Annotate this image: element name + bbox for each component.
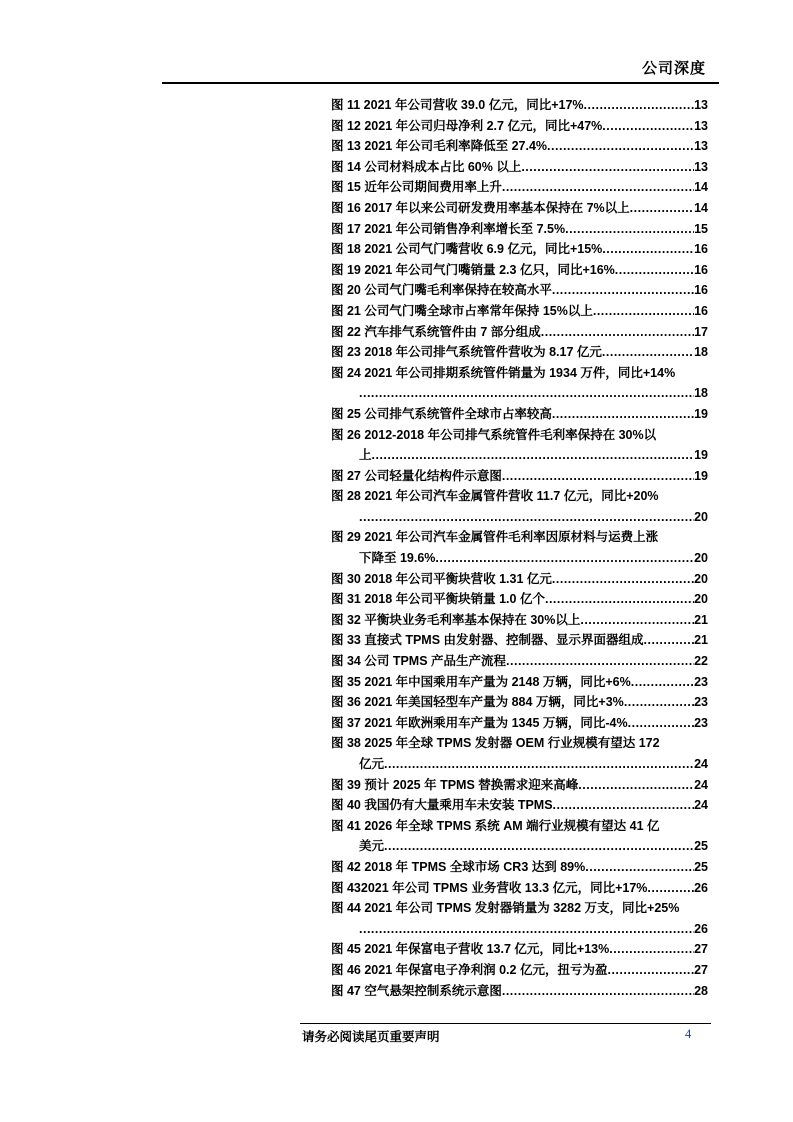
toc-page-number: 27	[694, 962, 708, 977]
dot-leader	[644, 630, 695, 651]
toc-entry-title: 图 26 2012-2018 年公司排气系统管件毛利率保持在 30%以	[331, 427, 657, 442]
toc-entry-title: 图 17 2021 年公司销售净利率增长至 7.5%	[331, 221, 566, 236]
toc-page-number: 16	[694, 242, 708, 257]
toc-entry-title: 图 29 2021 年公司汽车金属管件毛利率因原材料与运费上涨	[331, 530, 659, 545]
toc-page-number: 21	[694, 612, 708, 627]
toc-entry[interactable]	[331, 651, 708, 672]
dot-leader	[372, 445, 695, 466]
toc-entry-title: 图 15 近年公司期间费用率上升	[331, 180, 502, 195]
toc-entry-title: 图 14 公司材料成本占比 60% 以上	[331, 159, 522, 174]
dot-leader	[607, 960, 694, 981]
toc-page-number: 21	[694, 633, 708, 648]
toc-page-number: 18	[694, 345, 708, 360]
toc-entry-title: 图 32 平衡块业务毛利率基本保持在 30%以上	[331, 612, 581, 627]
toc-page-number: 16	[694, 262, 708, 277]
dot-leader	[624, 692, 694, 713]
toc-entry[interactable]	[331, 342, 708, 363]
dot-leader	[384, 836, 694, 857]
toc-entry-title: 图 34 公司 TPMS 产品生产流程	[331, 654, 507, 669]
toc-page-number: 14	[694, 180, 708, 195]
header-divider	[162, 82, 719, 84]
toc-page-number: 13	[694, 139, 708, 154]
dot-leader	[359, 383, 694, 404]
toc-page-number: 15	[694, 221, 708, 236]
dot-leader	[585, 857, 694, 878]
toc-page-number: 14	[694, 200, 708, 215]
toc-entry-title: 图 24 2021 年公司排期系统管件销量为 1934 万件，同比+14%	[331, 365, 676, 380]
toc-page-number: 18	[694, 386, 708, 401]
dot-leader	[602, 116, 694, 137]
toc-entry-title: 图 13 2021 年公司毛利率降低至 27.4%	[331, 139, 548, 154]
toc-entry[interactable]	[331, 527, 708, 568]
toc-entry-title: 图 22 汽车排气系统管件由 7 部分组成	[331, 324, 541, 339]
toc-entry-title: 图 25 公司排气系统管件全球市占率较高	[331, 406, 552, 421]
toc-entry-title: 图 38 2025 年全球 TPMS 发射器 OEM 行业规模有望达 172	[331, 736, 660, 751]
toc-page-number: 25	[694, 839, 708, 854]
toc-entry-title: 图 11 2021 年公司营收 39.0 亿元，同比+17%	[331, 98, 584, 112]
toc-page-number: 26	[694, 921, 708, 936]
toc-page-number: 13	[694, 159, 708, 174]
toc-entry-title: 图 45 2021 年保富电子营收 13.7 亿元，同比+13%	[331, 942, 610, 957]
toc-entry[interactable]	[331, 322, 708, 343]
dot-leader	[502, 981, 694, 1002]
toc-entry-title: 图 27 公司轻量化结构件示意图	[331, 468, 502, 483]
toc-page-number: 24	[694, 798, 708, 813]
dot-leader	[359, 507, 694, 528]
toc-page-number: 19	[694, 448, 708, 463]
toc-page-number: 23	[694, 715, 708, 730]
toc-entry[interactable]	[331, 404, 708, 425]
toc-entry[interactable]	[331, 733, 708, 774]
toc-entry[interactable]	[331, 280, 708, 301]
dot-leader	[384, 754, 694, 775]
toc-entry[interactable]	[331, 857, 708, 878]
toc-entry[interactable]	[331, 157, 708, 178]
dot-leader	[435, 548, 694, 569]
dot-leader	[553, 795, 695, 816]
toc-entry[interactable]	[331, 466, 708, 487]
toc-entry[interactable]	[331, 363, 708, 404]
dot-leader	[647, 878, 694, 899]
toc-entry-title: 图 33 直接式 TPMS 由发射器、控制器、显示界面器组成	[331, 633, 644, 648]
disclaimer-notice: 请务必阅读尾页重要声明	[302, 1029, 440, 1044]
toc-entry-title: 图 16 2017 年以来公司研发费用率基本保持在 7%以上	[331, 200, 630, 215]
dot-leader	[552, 404, 694, 425]
dot-leader	[615, 260, 694, 281]
dot-leader	[541, 322, 694, 343]
dot-leader	[552, 280, 694, 301]
dot-leader	[631, 672, 694, 693]
toc-entry[interactable]	[331, 569, 708, 590]
toc-entry[interactable]	[331, 775, 708, 796]
toc-entry-title: 图 20 公司气门嘴毛利率保持在较高水平	[331, 283, 552, 298]
toc-entry-title: 图 42 2018 年 TPMS 全球市场 CR3 达到 89%	[331, 859, 586, 874]
toc-entry[interactable]	[331, 198, 708, 219]
toc-entry[interactable]	[331, 219, 708, 240]
toc-entry[interactable]	[331, 610, 708, 631]
toc-entry-title: 图 28 2021 年公司汽车金属管件营收 11.7 亿元，同比+20%	[331, 489, 659, 504]
toc-page-number: 17	[694, 324, 708, 339]
toc-page-number: 19	[694, 468, 708, 483]
toc-page-number: 16	[694, 283, 708, 298]
toc-entry[interactable]	[331, 116, 708, 137]
toc-page-number: 20	[694, 571, 708, 586]
toc-page-number: 22	[694, 654, 708, 669]
toc-entry-title: 图 37 2021 年欧洲乘用车产量为 1345 万辆，同比-4%	[331, 715, 628, 730]
dot-leader	[578, 775, 694, 796]
toc-entry[interactable]	[331, 692, 708, 713]
toc-page-number: 19	[694, 406, 708, 421]
dot-leader	[593, 301, 694, 322]
dot-leader	[580, 610, 694, 631]
toc-entry-title: 图 36 2021 年美国轻型车产量为 884 万辆，同比+3%	[331, 695, 624, 710]
toc-entry-title: 图 39 预计 2025 年 TPMS 替换需求迎来高峰	[331, 777, 579, 792]
toc-entry-title: 图 41 2026 年全球 TPMS 系统 AM 端行业规模有望达 41 亿	[331, 818, 660, 833]
toc-page-number: 20	[694, 551, 708, 566]
toc-page-number: 13	[694, 118, 708, 133]
toc-entry[interactable]	[331, 960, 708, 981]
toc-entry[interactable]	[331, 177, 708, 198]
toc-entry-title: 图 23 2018 年公司排气系统管件营收为 8.17 亿元	[331, 345, 602, 360]
toc-entry-title: 图 19 2021 年公司气门嘴销量 2.3 亿只，同比+16%	[331, 262, 615, 277]
toc-entry[interactable]	[331, 939, 708, 960]
toc-entry[interactable]	[331, 878, 708, 899]
document-header-title: 公司深度	[641, 59, 706, 77]
toc-entry[interactable]	[331, 95, 708, 116]
dot-leader	[609, 939, 694, 960]
toc-page-number: 27	[694, 942, 708, 957]
footer-divider	[300, 1023, 711, 1024]
dot-leader	[584, 95, 695, 116]
toc-page-number: 16	[694, 303, 708, 318]
toc-page-number: 23	[694, 695, 708, 710]
toc-entry-title-continued: 上	[359, 448, 372, 463]
page-number: 4	[685, 1027, 692, 1041]
toc-entry-title: 图 47 空气悬架控制系统示意图	[331, 983, 502, 998]
toc-entry[interactable]	[331, 136, 708, 157]
toc-entry[interactable]	[331, 589, 708, 610]
dot-leader	[506, 651, 694, 672]
toc-entry-title-continued: 亿元	[359, 757, 385, 771]
toc-entry-title-continued: 美元	[359, 839, 385, 854]
toc-entry-title: 图 44 2021 年公司 TPMS 发射器销量为 3282 万支，同比+25%	[331, 901, 680, 916]
toc-entry-title: 图 30 2018 年公司平衡块营收 1.31 亿元	[331, 571, 552, 586]
figure-table-of-contents	[331, 95, 708, 1001]
toc-page-number: 23	[694, 674, 708, 689]
dot-leader	[359, 919, 694, 940]
dot-leader	[521, 157, 694, 178]
toc-entry[interactable]	[331, 486, 708, 527]
dot-leader	[630, 198, 694, 219]
dot-leader	[547, 136, 694, 157]
toc-entry-title: 图 21 公司气门嘴全球市占率常年保持 15%以上	[331, 303, 593, 318]
toc-entry[interactable]	[331, 425, 708, 466]
toc-entry-title: 图 31 2018 年公司平衡块销量 1.0 亿个	[331, 592, 545, 607]
dot-leader	[565, 219, 694, 240]
dot-leader	[552, 569, 694, 590]
toc-page-number: 13	[694, 98, 708, 112]
toc-entry[interactable]	[331, 713, 708, 734]
toc-entry-title: 图 40 我国仍有大量乘用车未安装 TPMS	[331, 798, 553, 813]
toc-entry[interactable]	[331, 301, 708, 322]
dot-leader	[545, 589, 694, 610]
toc-entry[interactable]	[331, 898, 708, 939]
dot-leader	[502, 177, 694, 198]
toc-entry-title: 图 432021 年公司 TPMS 业务营收 13.3 亿元，同比+17%	[331, 880, 648, 895]
toc-entry[interactable]	[331, 630, 708, 651]
toc-page-number: 26	[694, 880, 708, 895]
toc-entry[interactable]	[331, 981, 708, 1002]
toc-entry[interactable]	[331, 239, 708, 260]
dot-leader	[628, 713, 694, 734]
toc-entry-title: 图 35 2021 年中国乘用车产量为 2148 万辆，同比+6%	[331, 674, 631, 689]
dot-leader	[602, 342, 694, 363]
toc-entry-title: 图 12 2021 年公司归母净利 2.7 亿元，同比+47%	[331, 118, 603, 133]
toc-entry-title-continued: 下降至 19.6%	[359, 551, 436, 566]
toc-entry[interactable]	[331, 816, 708, 857]
toc-page-number: 24	[694, 777, 708, 792]
toc-page-number: 20	[694, 509, 708, 524]
toc-page-number: 24	[694, 757, 708, 771]
dot-leader	[602, 239, 694, 260]
toc-entry[interactable]	[331, 260, 708, 281]
toc-page-number: 20	[694, 592, 708, 607]
toc-page-number: 28	[694, 983, 708, 998]
toc-entry[interactable]	[331, 672, 708, 693]
toc-page-number: 25	[694, 859, 708, 874]
toc-entry-title: 图 18 2021 公司气门嘴营收 6.9 亿元，同比+15%	[331, 242, 603, 257]
toc-entry[interactable]	[331, 795, 708, 816]
dot-leader	[502, 466, 694, 487]
toc-entry-title: 图 46 2021 年保富电子净利润 0.2 亿元，扭亏为盈	[331, 962, 608, 977]
